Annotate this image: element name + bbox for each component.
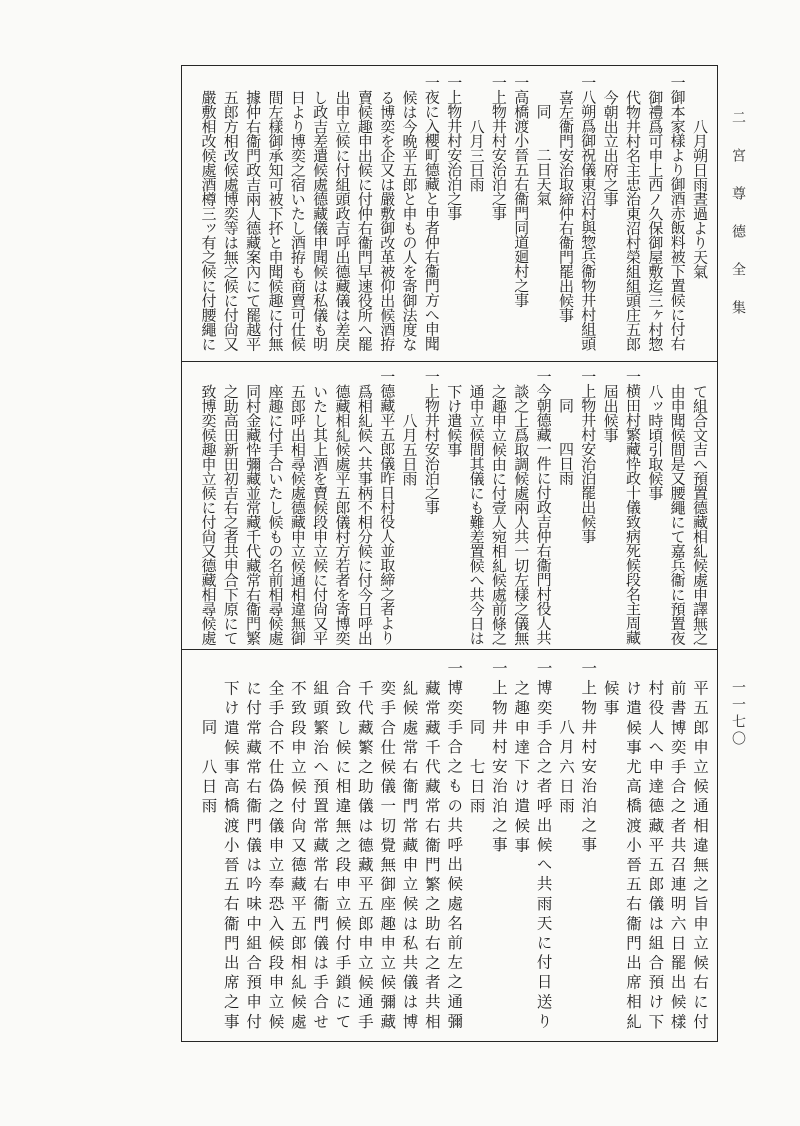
text-column: 之趣申達下け遣候事 bbox=[512, 679, 531, 856]
text-column: 組頭繁治へ預置常藏常右衞門儀は手合せ bbox=[311, 679, 330, 1033]
text-column: 出申立候に付組頭政吉呼出德藏儀は差戾 bbox=[333, 89, 352, 351]
text-column: 村役人へ申達德藏平五郎儀は組合預け下 bbox=[646, 679, 665, 1033]
text-column: 糺候處常右衞門常藏申立候は私共儀は博 bbox=[400, 679, 419, 1033]
text-column: 賣候趣申出候に付仲右衞門早速役所へ罷 bbox=[355, 89, 374, 351]
page-number: 一一七〇 bbox=[730, 680, 746, 748]
section-bottom bbox=[197, 660, 711, 1038]
text-column: し政吉差遣候處德藏儀申聞候は私儀も明 bbox=[311, 89, 330, 351]
text-column: 間左樣御承知可被下抔と申聞候趣に付無 bbox=[266, 89, 285, 351]
section-top bbox=[197, 75, 711, 357]
text-column: 一上物井村安治泊罷出候事 bbox=[579, 369, 598, 543]
text-column: 同 八日雨 bbox=[199, 718, 218, 817]
text-column: 候事 bbox=[601, 679, 620, 719]
text-column: 一今朝德藏一件に付政吉仲右衞門村役人共 bbox=[534, 369, 553, 645]
text-column: 前書博奕手合之者共召連明六日罷出候樣 bbox=[668, 679, 687, 1033]
text-column: 五郎呼出相尋候處德藏申立候通相違無御 bbox=[288, 383, 307, 645]
text-column: 合致し候に相違無之段申立候付手鎖にて bbox=[333, 679, 352, 1033]
text-column: 平五郎申立候通相違無之旨申立候右に付 bbox=[691, 679, 709, 1033]
text-column: 五郎方相改候處博奕等は無之候に付尙又 bbox=[221, 89, 240, 351]
text-column: け遣候事尤高橋渡小晉五右衞門出席相糺 bbox=[623, 679, 642, 1033]
text-column: 一高橋渡小晉五右衞門同道廻村之事 bbox=[512, 75, 531, 307]
text-column: 一上物井村安治泊之事 bbox=[579, 660, 598, 856]
text-column: 代物井村名主忠治東沼村榮組組頭庄五郎 bbox=[623, 89, 642, 351]
text-column: 一上物井村安治泊之事 bbox=[422, 369, 441, 514]
text-column: に付常藏常右衞門儀は吟味中組合預申付 bbox=[244, 679, 263, 1033]
text-column: 德藏相糺候處平五郎儀村方若者を寄博奕 bbox=[333, 383, 352, 645]
text-column: 一夜に入櫻町德藏と申者仲右衞門方へ申聞 bbox=[422, 75, 441, 351]
text-column: 不致段申立候付尙又德藏平五郎相糺候處 bbox=[288, 679, 307, 1033]
text-column: 一博奕手合之もの共呼出候處名前左之通彌 bbox=[445, 660, 464, 1033]
text-column: 同 七日雨 bbox=[467, 718, 486, 817]
text-column: 一博奕手合之者呼出候へ共雨天に付日送り bbox=[534, 660, 553, 1033]
text-column: 之助高田新田初吉右之者共申合下原にて bbox=[221, 383, 240, 645]
text-column: 八月五日雨 bbox=[400, 412, 419, 485]
text-column: 八月三日雨 bbox=[467, 118, 486, 191]
section-divider-2 bbox=[181, 649, 718, 650]
text-column: 同 四日雨 bbox=[556, 398, 575, 485]
text-column: 一德藏平五郎儀昨日村役人並取締之者より bbox=[378, 369, 397, 645]
text-column: 全手合不仕偽之儀申立奉恐入候段申立候 bbox=[266, 679, 285, 1033]
text-column: 通申立候間其儀にも難差置候へ共今日は bbox=[467, 383, 486, 645]
text-column: 今朝出立出府之事 bbox=[601, 89, 620, 206]
text-column: 嚴敷相改候處酒樽三ッ有之候に付腰繩に bbox=[199, 89, 218, 351]
text-column: 日より博奕之宿いたし酒拵も商賣可仕候 bbox=[288, 89, 307, 351]
text-column: 八月六日雨 bbox=[556, 718, 575, 817]
book-title: 二宮尊德全集 bbox=[730, 110, 746, 338]
text-column: 八ッ時頃引取候事 bbox=[646, 383, 665, 500]
text-column: 致博奕候趣申立候に付尙又德藏相尋候處 bbox=[199, 383, 218, 645]
text-column: 八月朔日雨晝過より天氣 bbox=[691, 118, 709, 278]
text-column: 爲相糺候へ共事柄不相分候に付今日呼出 bbox=[355, 383, 374, 645]
text-column: 千代藏繁之助儀は德藏平五郎申立候通手 bbox=[355, 679, 374, 1033]
text-column: 喜左衞門安治取締仲右衞門罷出候事 bbox=[556, 89, 575, 322]
text-column: 由申聞候間是又腰繩にて嘉兵衞に預置夜 bbox=[668, 383, 687, 645]
text-column: る博奕を企又は嚴敷御改革被仰出候酒拵 bbox=[378, 89, 397, 351]
text-column: 同 二日天氣 bbox=[534, 104, 553, 206]
text-column: 座趣に付手合いたし候もの名前相尋候處 bbox=[266, 383, 285, 645]
text-column: 候は今晩平五郎と申もの人を寄御法度な bbox=[400, 89, 419, 351]
text-column: 同村金藏忰彌藏並常藏千代藏常右衞門繁 bbox=[244, 383, 263, 645]
text-column: 御禮爲可申上西ノ久保御屋敷迄三ヶ村惣 bbox=[646, 89, 665, 351]
section-middle bbox=[197, 369, 711, 647]
text-column: 談之上爲取調候處兩人共一切左樣之儀無 bbox=[512, 383, 531, 645]
text-column: いたし其上酒を賣候段申立候に付尙又平 bbox=[311, 383, 330, 645]
text-column: て組合文吉へ預置德藏相糺候處申譯無之 bbox=[691, 383, 709, 645]
text-column: 一御本家樣より御酒赤飯料被下置候に付右 bbox=[668, 75, 687, 351]
text-column: 一八朔爲御祝儀東沼村與惣兵衞物井村組頭 bbox=[579, 75, 598, 351]
text-column: 下け遣候事高橋渡小晉五右衞門出席之事 bbox=[221, 679, 240, 1033]
text-column: 一横田村繁藏忰政十儀致病死候段名主周藏 bbox=[623, 369, 642, 645]
text-column: 一上物井村安治泊之事 bbox=[489, 660, 508, 856]
text-column: 下け遣候事 bbox=[445, 383, 464, 456]
text-column: 之趣申立候由に付壹人宛相糺候處前條之 bbox=[489, 383, 508, 645]
text-column: 據仲右衞門政吉兩人德藏案內にて罷越平 bbox=[244, 89, 263, 351]
text-column: 屆出候事 bbox=[601, 383, 620, 442]
text-column: 一上物井村安治泊之事 bbox=[445, 75, 464, 220]
text-column: 奕手合仕候儀一切覺無御座趣申立候彌藏 bbox=[378, 679, 397, 1033]
text-column: 藏常藏千代藏常右衞門繁之助右之者共相 bbox=[422, 679, 441, 1033]
section-divider-1 bbox=[181, 361, 718, 362]
text-column: 一上物井村安治泊之事 bbox=[489, 75, 508, 220]
